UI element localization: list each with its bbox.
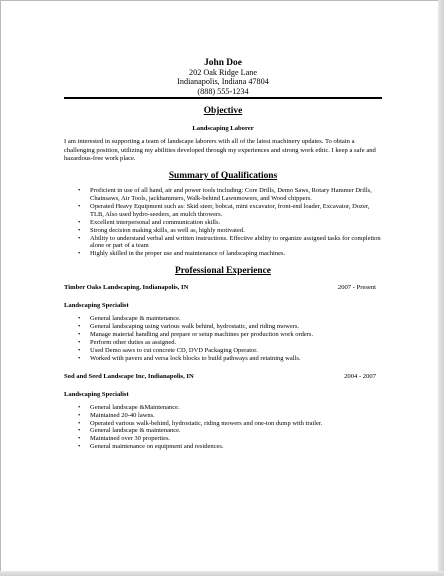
job-header bbox=[64, 373, 382, 381]
list-item: • Highly skilled in the proper use and maintenance of landscaping machines. bbox=[64, 250, 382, 258]
experience-heading: Professional Experience bbox=[175, 266, 271, 277]
duties-list bbox=[64, 404, 382, 451]
list-item: • Ability to understand verbal and written instructions. Effective ability to organize assigned tasks for completion alone or part of a team bbox=[64, 235, 382, 251]
list-item: • Excellent interpersonal and communication skills. bbox=[64, 219, 382, 227]
list-item: • Maintained 20-40 lawns. bbox=[64, 412, 382, 420]
objective-position: Landscaping Laborer bbox=[192, 125, 254, 133]
list-item: • Maintained over 30 properties. bbox=[64, 435, 382, 443]
employer-name: Timber Oaks Landscaping, Indianapolis, IN bbox=[64, 284, 189, 292]
employment-dates: 2007 - Present bbox=[337, 284, 376, 292]
qualifications-list bbox=[64, 187, 382, 258]
list-item: • General landscape & maintenance. bbox=[64, 315, 382, 323]
list-item: • General landscape &Maintenance. bbox=[64, 404, 382, 412]
list-item: • Strong decision making skills, as well as, highly motivated. bbox=[64, 227, 382, 235]
list-item: • General maintenance on equipment and residences. bbox=[64, 443, 382, 451]
job-title: Landscaping Specialist bbox=[64, 390, 129, 398]
list-item: • Used Demo saws to cut concrete CD, DVD Packaging Operator. bbox=[64, 347, 382, 355]
resume-header bbox=[64, 58, 382, 96]
list-item: • Perform other duties as assigned. bbox=[64, 339, 382, 347]
scroll-edge-right bbox=[438, 0, 444, 576]
list-item: • Proficient in use of all hand, air and power tools including: Core Drills, Demo Saws, Rotary Hammer Drills, Chainsaws, Air Tools, jackhammers, Walk-behind Lawnmowers, and Wood chippers. bbox=[64, 187, 382, 203]
list-item: • General landscaping using various walk behind, hydrostatic, and riding mowers. bbox=[64, 323, 382, 331]
resume-page bbox=[64, 0, 382, 451]
city-state-zip: Indianapolis, Indiana 47804 bbox=[177, 77, 269, 87]
qualifications-heading: Summary of Qualifications bbox=[168, 171, 278, 182]
employer-name: Sod and Seed Landscape Inc, Indianapolis, IN bbox=[64, 372, 194, 380]
objective-heading: Objective bbox=[203, 106, 243, 117]
applicant-name: John Doe bbox=[204, 58, 242, 68]
employment-dates: 2004 - 2007 bbox=[344, 372, 376, 380]
list-item: • Manage material handling and prepare or setup machines per production work orders. bbox=[64, 331, 382, 339]
objective-text: I am interested in supporting a team of landscape laborers with all of the latest machinery updates. To obtain a challenging position, utilizing my abilities developed through my experiences and strong work ethic. I keep a safe and hazardous-free work place. bbox=[64, 138, 376, 162]
phone-number: (888) 555-1234 bbox=[197, 86, 249, 96]
list-item: • Operated various walk-behind, hydrostatic, riding mowers and one-ton dump with trailer. bbox=[64, 420, 382, 428]
header-divider bbox=[64, 97, 382, 99]
list-item: • General landscape & maintenance. bbox=[64, 427, 382, 435]
job-title: Landscaping Specialist bbox=[64, 302, 129, 310]
duties-list bbox=[64, 315, 382, 362]
street-address: 202 Oak Ridge Lane bbox=[189, 68, 257, 77]
job-header bbox=[64, 284, 382, 292]
list-item: • Worked with pavers and versa lock blocks to build pathways and retaining walls. bbox=[64, 355, 382, 363]
scroll-edge-bottom bbox=[0, 571, 444, 576]
list-item: • Operated Heavy Equipment such as: Skid steer, bobcat, mini excavator, front-end loader, Excavator, Dozer, TLB, Also used hydro-seeders, an mulch throwers. bbox=[64, 203, 382, 219]
